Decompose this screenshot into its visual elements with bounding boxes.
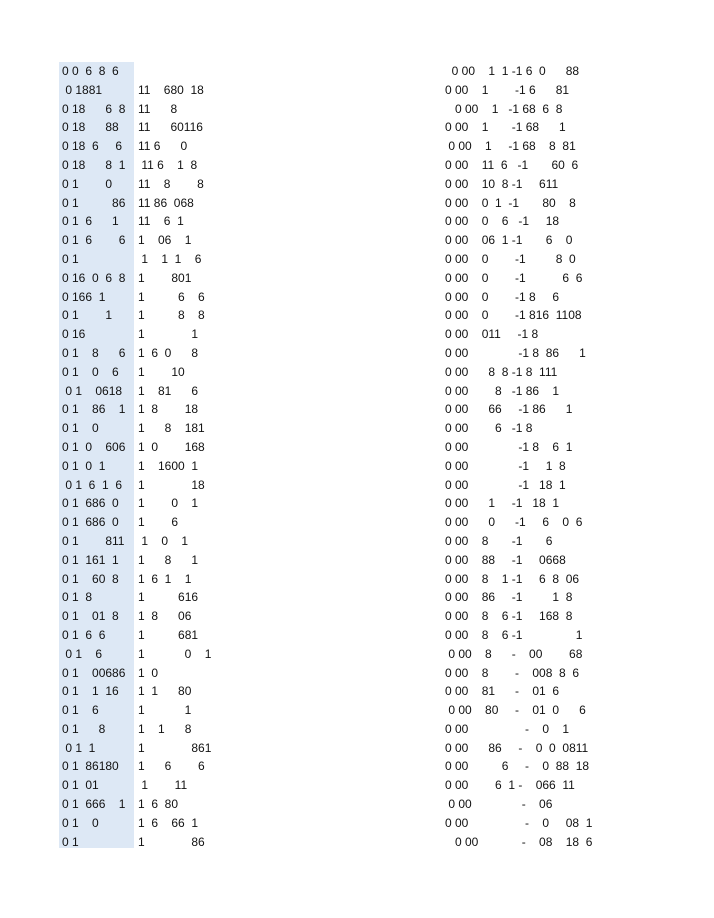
left-code-row: 0 16 0 6 8 — [62, 270, 126, 285]
right-code-row: 0 00 -1 8 6 1 — [445, 439, 573, 454]
left-code-row: 0 1 60 8 — [62, 571, 119, 586]
right-code-row: 0 00 1 -1 68 6 8 — [445, 101, 563, 116]
right-code-row: 0 00 - 08 18 6 — [445, 834, 593, 849]
right-code-row: 0 00 - 0 08 1 — [445, 815, 593, 830]
middle-code-row: 1 1 8 — [138, 721, 192, 736]
right-code-row: 0 00 8 -1 6 — [445, 533, 553, 548]
left-code-row: 0 1 — [62, 834, 79, 849]
left-code-row: 0 1881 — [62, 82, 103, 97]
left-code-row: 0 1 01 — [62, 778, 99, 793]
right-code-row: 0 00 8 1 -1 6 8 06 — [445, 571, 580, 586]
right-code-row: 0 00 6 -1 8 — [445, 421, 533, 436]
right-code-row: 0 00 0 -1 6 0 6 — [445, 515, 583, 530]
left-code-row: 0 166 1 — [62, 289, 106, 304]
left-code-row: 0 1 6 — [62, 646, 103, 661]
left-code-row: 0 1 1 — [62, 740, 96, 755]
right-code-row: 0 00 - 0 1 — [445, 721, 570, 736]
middle-code-row: 1 11 — [138, 778, 188, 793]
middle-code-row: 1 86 — [138, 834, 205, 849]
left-code-row: 0 1 01 8 — [62, 609, 119, 624]
left-code-column — [62, 62, 134, 851]
right-code-row: 0 00 -1 1 8 — [445, 458, 566, 473]
left-code-row: 0 16 — [62, 327, 86, 342]
left-code-row: 0 1 6 6 — [62, 233, 126, 248]
left-code-row: 0 1 0 1 — [62, 458, 106, 473]
left-code-row: 0 1 1 — [62, 308, 113, 323]
right-code-row: 0 00 81 - 01 6 — [445, 684, 560, 699]
right-code-row: 0 00 8 - 008 8 6 — [445, 665, 580, 680]
left-code-row: 0 1 666 1 — [62, 797, 126, 812]
middle-code-row: 1 8 8 — [138, 308, 205, 323]
middle-code-row: 1 6 1 1 — [138, 571, 192, 586]
left-code-row: 0 1 161 1 — [62, 552, 119, 567]
middle-code-row: 1 0 168 — [138, 439, 205, 454]
left-code-row: 0 1 8 6 — [62, 345, 126, 360]
right-code-row: 0 00 86 - 0 0 0811 — [445, 740, 589, 755]
right-code-row: 0 00 86 -1 1 8 — [445, 590, 573, 605]
middle-code-row: 1 6 66 1 — [138, 815, 199, 830]
left-code-row: 0 1 86180 — [62, 759, 119, 774]
middle-code-row: 1 8 1 — [138, 552, 199, 567]
right-code-row: 0 00 06 1 -1 6 0 — [445, 233, 573, 248]
right-code-row: 0 00 0 -1 8 6 — [445, 289, 560, 304]
middle-code-column — [138, 62, 228, 851]
middle-code-row: 11 60116 — [138, 120, 203, 135]
middle-code-row: 1 18 — [138, 477, 205, 492]
left-code-row: 0 1 686 0 — [62, 515, 119, 530]
right-code-row: 0 00 0 1 -1 80 8 — [445, 195, 576, 210]
middle-code-row: 1 0 1 — [138, 496, 199, 511]
left-code-row: 0 1 0618 — [62, 383, 123, 398]
left-code-row: 0 18 8 1 — [62, 157, 126, 172]
middle-code-row: 1 6 — [138, 515, 179, 530]
right-code-row: 0 00 -1 8 86 1 — [445, 345, 586, 360]
right-code-row: 0 00 1 -1 68 8 81 — [445, 139, 576, 154]
middle-code-row: 1 81 6 — [138, 383, 199, 398]
left-code-row: 0 1 6 1 6 — [62, 477, 123, 492]
middle-code-row: 1 8 181 — [138, 421, 205, 436]
right-code-row: 0 00 6 - 0 88 18 — [445, 759, 590, 774]
right-code-row: 0 00 1 -1 68 1 — [445, 120, 566, 135]
right-code-row: 0 00 0 -1 6 6 — [445, 270, 583, 285]
left-code-row: 0 1 0 — [62, 815, 99, 830]
left-code-row: 0 1 6 1 — [62, 214, 119, 229]
middle-code-row: 11 86 068 — [138, 195, 194, 210]
right-code-column — [445, 62, 615, 851]
right-code-row: 0 00 1 1 -1 6 0 88 — [445, 64, 580, 78]
left-code-row: 0 18 6 6 — [62, 139, 123, 154]
middle-code-row: 1 0 1 — [138, 646, 212, 661]
middle-code-row: 1 6 6 — [138, 289, 205, 304]
middle-code-row: 1 6 6 — [138, 759, 205, 774]
middle-code-row: 1 681 — [138, 627, 199, 642]
right-code-row: 0 00 11 6 -1 60 6 — [445, 157, 579, 172]
middle-code-row: 11 680 18 — [138, 82, 204, 97]
right-code-row: 0 00 8 -1 86 1 — [445, 383, 560, 398]
left-code-row: 0 1 6 — [62, 703, 99, 718]
right-code-row: 0 00 80 - 01 0 6 — [445, 703, 586, 718]
right-code-row: 0 00 0 6 -1 18 — [445, 214, 560, 229]
right-code-row: 0 00 1 -1 18 1 — [445, 496, 560, 511]
left-code-row: 0 1 0 — [62, 176, 113, 191]
left-code-row: 0 1 8 — [62, 721, 106, 736]
right-code-row: 0 00 0 -1 816 1108 — [445, 308, 582, 323]
left-code-row: 0 1 6 6 — [62, 627, 106, 642]
left-code-row: 0 1 86 — [62, 195, 126, 210]
left-code-row: 0 1 00686 — [62, 665, 126, 680]
middle-code-row: 1 0 — [138, 665, 159, 680]
middle-code-row: 1 861 — [138, 740, 212, 755]
middle-code-row: 11 8 8 — [138, 176, 204, 191]
right-code-row: 0 00 8 - 00 68 — [445, 646, 583, 661]
right-code-row: 0 00 8 8 -1 8 111 — [445, 364, 558, 379]
left-code-row: 0 1 0 606 — [62, 439, 126, 454]
left-code-row: 0 1 1 16 — [62, 684, 119, 699]
right-code-row: 0 00 66 -1 86 1 — [445, 402, 573, 417]
middle-code-row: 1 6 80 — [138, 797, 179, 812]
middle-code-row: 1 616 — [138, 590, 199, 605]
right-code-row: 0 00 88 -1 0668 — [445, 552, 566, 567]
right-code-row: 0 00 8 6 -1 168 8 — [445, 609, 573, 624]
middle-code-row: 1 801 — [138, 270, 192, 285]
right-code-row: 0 00 - 06 — [445, 797, 553, 812]
left-code-row: 0 1 8 — [62, 590, 93, 605]
middle-code-row: 1 1 1 6 — [138, 251, 202, 266]
left-code-row: 0 1 86 1 — [62, 402, 126, 417]
left-code-row: 0 18 88 — [62, 120, 119, 135]
right-code-row: 0 00 -1 18 1 — [445, 477, 566, 492]
middle-code-row: 11 8 — [138, 101, 178, 116]
right-code-row: 0 00 011 -1 8 — [445, 327, 539, 342]
right-code-row: 0 00 0 -1 8 0 — [445, 251, 576, 266]
middle-code-row: 11 6 1 8 — [138, 157, 198, 172]
middle-code-row: 1 06 1 — [138, 233, 192, 248]
left-code-row: 0 0 6 8 6 — [62, 64, 119, 78]
middle-code-row: 1 1 80 — [138, 684, 192, 699]
left-code-row: 0 18 6 8 — [62, 101, 126, 116]
right-code-row: 0 00 10 8 -1 611 — [445, 176, 559, 191]
right-code-row: 0 00 1 -1 6 81 — [445, 82, 570, 97]
middle-code-row: 1 10 — [138, 364, 185, 379]
middle-code-row: 1 6 0 8 — [138, 345, 199, 360]
middle-code-row: 1 1 — [138, 703, 192, 718]
right-code-row: 0 00 6 1 - 066 11 — [445, 778, 575, 793]
left-code-row: 0 1 811 — [62, 533, 125, 548]
middle-code-row: 1 8 18 — [138, 402, 199, 417]
right-code-row: 0 00 8 6 -1 1 — [445, 627, 583, 642]
left-code-row: 0 1 — [62, 251, 79, 266]
middle-code-row: 1 1 — [138, 327, 199, 342]
middle-code-row: 1 1600 1 — [138, 458, 199, 473]
middle-code-row: 1 8 06 — [138, 609, 192, 624]
middle-code-row — [138, 62, 228, 81]
middle-code-row: 11 6 1 — [138, 214, 184, 229]
left-code-row: 0 1 0 6 — [62, 364, 119, 379]
left-code-row: 0 1 0 — [62, 421, 99, 436]
middle-code-row: 11 6 0 — [138, 139, 188, 154]
left-code-row: 0 1 686 0 — [62, 496, 119, 511]
middle-code-row: 1 0 1 — [138, 533, 189, 548]
